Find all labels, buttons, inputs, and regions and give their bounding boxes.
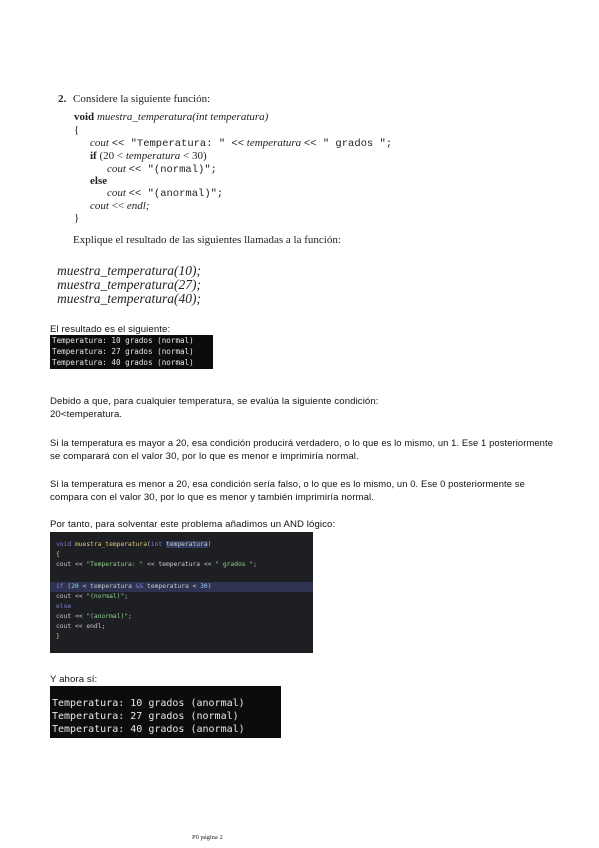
terminal-line: Temperatura: 27 grados (normal) [52, 347, 194, 356]
fix-label: Por tanto, para solventar este problema añadimos un AND lógico: [50, 519, 336, 530]
paragraph-2-line-2: se comparará con el valor 30, por lo que es menor e imprimiría normal. [50, 451, 359, 462]
exercise-statement: Considere la siguiente función: [73, 93, 211, 105]
paragraph-1-line-2: 20<temperatura. [50, 409, 123, 420]
terminal-line: Temperatura: 10 grados (anormal) [52, 698, 245, 709]
ide-line-cout-temp: cout << "Temperatura: " << temperatura << " grados "; [56, 561, 257, 568]
terminal-output-1 [50, 335, 213, 369]
paragraph-2-line-1: Si la temperatura es mayor a 20, esa condición producirá verdadero, o lo que es lo mismo, un 1. Ese 1 posteriormente [50, 437, 554, 448]
ide-line-else: else [56, 603, 72, 610]
exercise-number: 2. [58, 93, 67, 105]
ide-line-close-brace: } [56, 633, 60, 640]
terminal-line: Temperatura: 40 grados (normal) [52, 358, 194, 367]
terminal-line: Temperatura: 27 grados (normal) [52, 711, 239, 722]
ide-line-cout-anormal: cout << "(anormal)"; [56, 613, 132, 620]
function-call-3: muestra_temperatura(40); [57, 291, 201, 306]
page-footer: P0 página 2 [192, 834, 223, 841]
ide-line-signature: void muestra_temperatura(int temperatura) [56, 541, 212, 548]
ide-line-cout-normal: cout << "(normal)"; [56, 593, 129, 600]
now-label: Y ahora sí: [50, 674, 98, 685]
paragraph-3-line-2: compara con el valor 30, por lo que es menor y también imprimiría normal. [50, 492, 375, 503]
ide-code-screenshot [50, 532, 313, 653]
result-label: El resultado es el siguiente: [50, 324, 171, 335]
function-call-2: muestra_temperatura(27); [57, 277, 201, 292]
terminal-output-2 [50, 686, 281, 738]
ide-line-if: if (20 < temperatura && temperatura < 30) [56, 583, 212, 590]
function-call-1: muestra_temperatura(10); [57, 263, 201, 278]
ide-line-cout-endl: cout << endl; [56, 623, 106, 630]
exercise-explain: Explique el resultado de las siguientes llamadas a la función: [73, 234, 341, 246]
terminal-line: Temperatura: 40 grados (anormal) [52, 724, 245, 735]
code-block-latex: void muestra_temperatura(int temperatura) { cout << "Temperatura: " << temperatura << " grados "; if (20 < temperatura < 30) cout << "(normal)"; else cout << "(anormal)"; cout << endl; } [74, 111, 393, 224]
paragraph-1-line-1: Debido a que, para cualquier temperatura, se evalúa la siguiente condición: [50, 396, 379, 407]
paragraph-3-line-1: Si la temperatura es menor a 20, esa condición sería falso, o lo que es lo mismo, un 0. Ese 0 posteriormente se [50, 478, 525, 489]
ide-line-open-brace: { [56, 551, 60, 558]
terminal-line: Temperatura: 10 grados (normal) [52, 336, 194, 345]
